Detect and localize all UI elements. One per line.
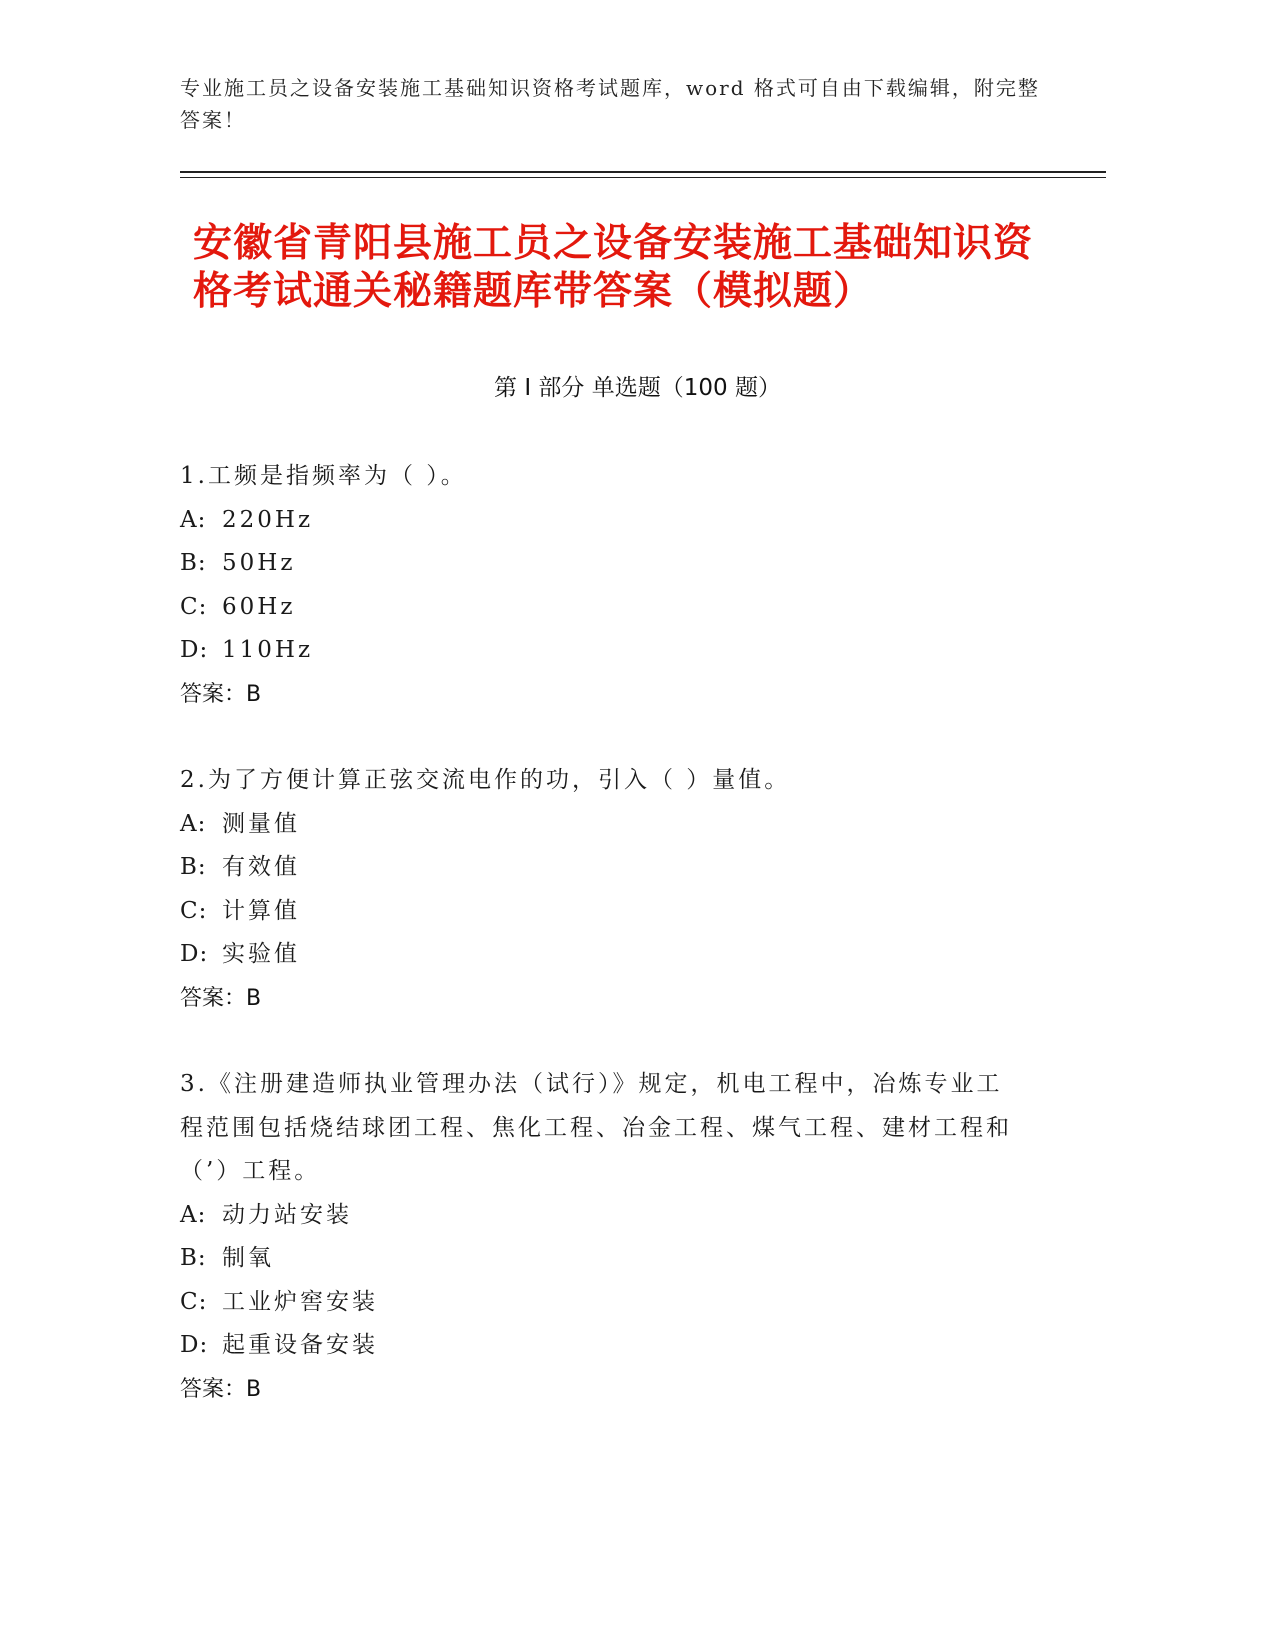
option-c [180, 586, 1020, 630]
option-b [180, 1237, 1020, 1281]
option-key: B: [180, 550, 207, 576]
document-title: 安徽省青阳县施工员之设备安装施工基础知识资格考试通关秘籍题库带答案（模拟题） [193, 221, 1034, 314]
option-text: 50Hz [222, 550, 296, 576]
option-key: D: [180, 637, 209, 663]
option-text: 动力站安装 [222, 1201, 352, 1228]
option-a [180, 803, 1020, 847]
header-divider-thick [180, 171, 1106, 173]
option-b [180, 846, 1020, 890]
option-b [180, 542, 1020, 586]
option-key: B: [180, 1245, 207, 1271]
header-note: 专业施工员之设备安装施工基础知识资格考试题库，word 格式可自由下载编辑，附完整答案！ [180, 76, 1040, 132]
option-key: A: [180, 810, 207, 837]
option-key: A: [180, 1201, 207, 1228]
option-text: 实验值 [222, 941, 300, 967]
option-c [180, 1281, 1020, 1325]
section-title: 第 I 部分 单选题（100 题） [494, 375, 781, 401]
option-key: C: [180, 593, 208, 620]
option-d [180, 629, 1020, 673]
option-text: 110Hz [222, 637, 314, 663]
option-a [180, 499, 1020, 543]
option-key: C: [180, 897, 208, 924]
question-stem: 1.工频是指频率为（ ）。 [180, 463, 467, 489]
header-divider-thin [180, 177, 1106, 178]
question-3 [180, 1063, 1020, 1411]
option-d [180, 1324, 1020, 1368]
option-c [180, 890, 1020, 934]
answer-line: 答案：B [180, 985, 262, 1011]
option-a [180, 1194, 1020, 1238]
option-d [180, 933, 1020, 977]
option-text: 测量值 [222, 810, 300, 837]
option-text: 计算值 [222, 897, 300, 924]
option-text: 制氧 [222, 1245, 274, 1271]
question-list [180, 455, 1020, 1454]
option-text: 工业炉窖安装 [222, 1288, 378, 1315]
answer-line: 答案：B [180, 681, 262, 707]
option-key: C: [180, 1288, 208, 1315]
option-key: D: [180, 941, 209, 967]
answer-line: 答案：B [180, 1376, 262, 1402]
question-2 [180, 759, 1020, 1020]
option-key: B: [180, 854, 207, 880]
option-text: 起重设备安装 [222, 1332, 378, 1358]
question-stem: 2.为了方便计算正弦交流电作的功，引入（ ）量值。 [180, 767, 791, 793]
option-key: D: [180, 1332, 209, 1358]
question-1 [180, 455, 1020, 716]
option-text: 220Hz [222, 506, 314, 533]
option-key: A: [180, 506, 207, 533]
option-text: 60Hz [222, 593, 296, 620]
option-text: 有效值 [222, 854, 300, 880]
question-stem: 3.《注册建造师执业管理办法（试行）》规定，机电工程中，冶炼专业工程范围包括烧结球团工程、焦化工程、冶金工程、煤气工程、建材工程和（’）工程。 [180, 1071, 1012, 1184]
